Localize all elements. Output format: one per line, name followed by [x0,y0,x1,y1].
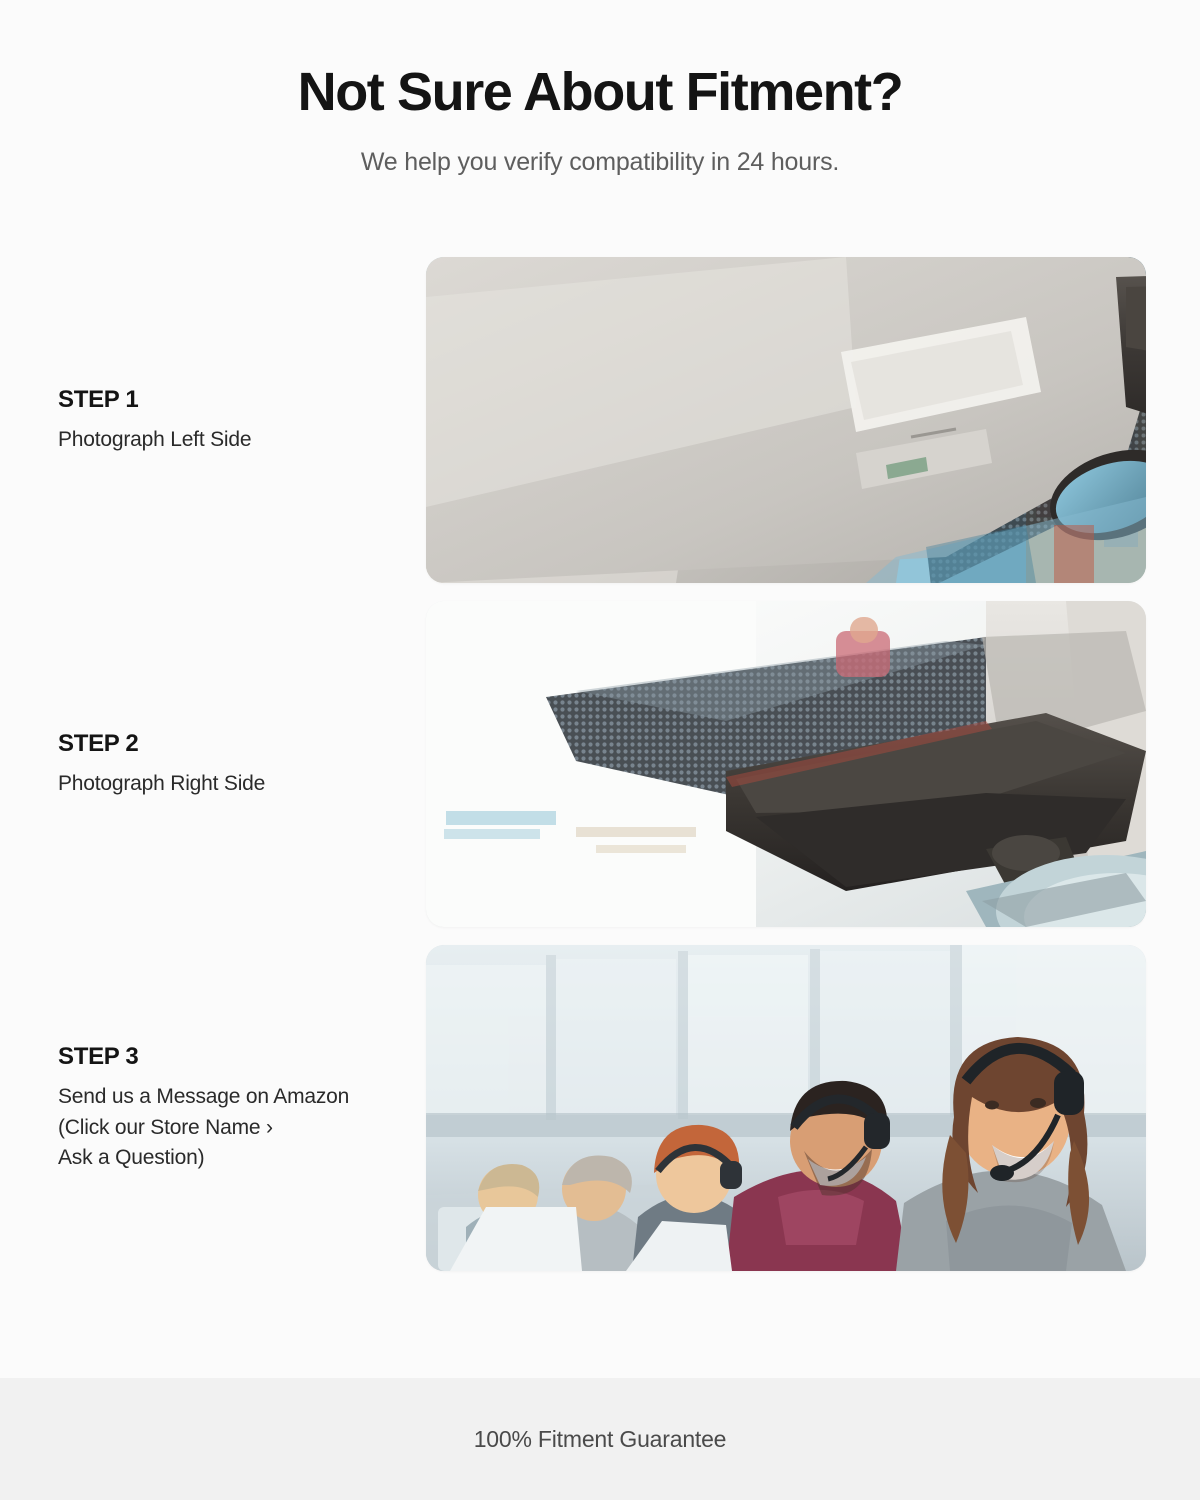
step-3-desc-line-3: Ask a Question) [58,1146,205,1170]
step-row [0,255,1200,585]
windshield-right-illustration [426,601,1146,927]
step-row [0,943,1200,1273]
fitment-guarantee-label: 100% Fitment Guarantee [473,1425,727,1452]
step-2-image [426,601,1146,927]
step-2-description [58,769,408,799]
support-team-illustration [426,945,1146,1271]
page-subtitle: We help you verify compatibility in 24 hours. [360,148,840,177]
step-1-title: STEP 1 [58,385,139,413]
step-2-text [0,730,426,799]
step-row [0,599,1200,929]
footer-bar [0,1378,1200,1500]
step-3-desc-line-1: Send us a Message on Amazon [58,1085,350,1109]
page-header [0,0,1200,177]
page-title: Not Sure About Fitment? [297,62,903,122]
windshield-left-illustration [426,257,1146,583]
steps-list [0,255,1200,1273]
step-3-description [58,1082,408,1173]
step-1-image [426,257,1146,583]
step-1-text [0,386,426,455]
step-3-desc-line-2: (Click our Store Name › [58,1115,273,1139]
step-1-description [58,425,408,455]
step-1-desc-line-1: Photograph Left Side [58,427,252,451]
step-2-desc-line-1: Photograph Right Side [58,771,266,795]
step-2-title: STEP 2 [58,729,139,757]
step-3-text [0,1043,426,1173]
step-3-title: STEP 3 [58,1043,139,1071]
step-3-image [426,945,1146,1271]
